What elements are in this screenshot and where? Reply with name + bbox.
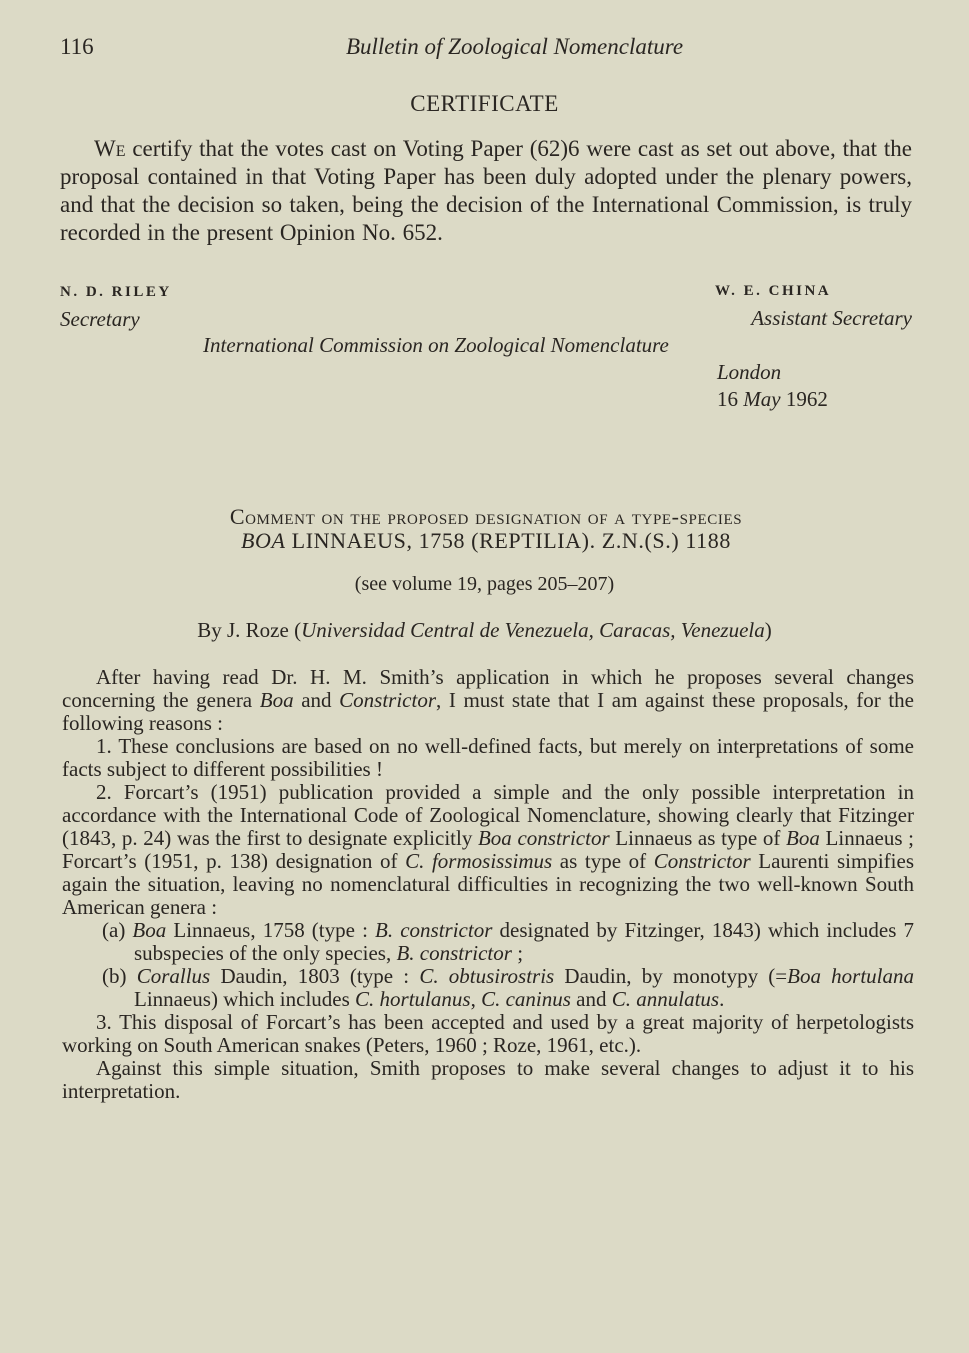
comment-heading	[60, 505, 912, 553]
date	[717, 387, 828, 412]
italic-text: C. annulatus	[611, 987, 720, 1011]
text-segment: and	[570, 987, 612, 1011]
certificate-title: CERTIFICATE	[410, 91, 559, 116]
italic-text: Universidad Central de Venezuela, Caracas, Venezuela	[301, 618, 765, 642]
text-segment: Linnaeus as type of	[609, 826, 787, 850]
text-segment: .	[719, 987, 725, 1011]
signatory-left-name: N. D. RILEY	[60, 284, 172, 300]
text-segment: )	[764, 618, 772, 642]
text-segment: Daudin, by monotypy (=	[554, 964, 788, 988]
organization: International Commission on Zoological Nomenclature	[203, 333, 669, 357]
italic-text: Constrictor	[653, 849, 751, 873]
italic-text: BOA	[241, 528, 286, 553]
text-segment: certify that the votes cast on Voting Paper (62)6 were cast as set out above, that the proposal contained in that Voting Paper has been duly adopted under the plenary powers, and that the decision so taken, being the decision of the International Commission, is truly recorded in the present Opinion No. 652.	[60, 136, 912, 245]
text-segment: Against this simple situation, Smith proposes to make several changes to adjust it to his interpretation.	[62, 1056, 914, 1103]
italic-text: Boa hortulana	[787, 964, 914, 988]
text-segment: 1. These conclusions are based on no well-defined facts, but merely on interpretations of some facts subject to different possibilities !	[62, 734, 914, 781]
signatory-left-role: Secretary	[60, 307, 140, 331]
byline	[0, 618, 969, 643]
text-segment: designated by Fitzinger, 1843) which includes 7 subspecies of the only species,	[134, 918, 914, 965]
page-number: 116	[60, 34, 94, 59]
italic-text: C. obtusirostris	[419, 964, 555, 988]
text-segment: as type of	[552, 849, 654, 873]
text-segment: Linnaeus) which includes	[134, 987, 356, 1011]
paragraph	[62, 1011, 914, 1057]
italic-text: Boa	[132, 918, 167, 942]
place: London	[717, 360, 782, 384]
paragraph	[62, 781, 914, 919]
comment-body	[62, 666, 914, 1103]
text-segment: 16	[717, 387, 744, 411]
text-segment: 1962	[780, 387, 828, 411]
paragraph	[62, 1057, 914, 1103]
text-segment: 3. This disposal of Forcart’s has been accepted and used by a great majority of herpetologists working on South American snakes (Peters, 1960 ; Roze, 1961, etc.).	[62, 1010, 914, 1057]
list-item	[62, 965, 914, 1011]
italic-text: Boa	[259, 688, 294, 712]
text-segment: (a)	[102, 918, 133, 942]
italic-text: C. hortulanus	[355, 987, 471, 1011]
text-segment: ,	[470, 987, 482, 1011]
italic-text: B. constrictor	[375, 918, 493, 942]
text-segment: By J. Roze (	[197, 618, 302, 642]
text-segment: Comment on the proposed designation of a type-species	[229, 504, 743, 529]
list-item	[62, 919, 914, 965]
text-segment: (b)	[102, 964, 137, 988]
paragraph	[62, 735, 914, 781]
see-also: (see volume 19, pages 205–207)	[354, 573, 615, 595]
text-segment: 2. Forcart’s (1951) publication provided a simple and the only possible interpretation in accordance with the International Code of Zoological Nomenclature, showing clearly that Fitzinger (1843, p. 24) was the first to designate explicitly	[62, 780, 914, 850]
text-segment: and	[293, 688, 340, 712]
text-segment: LINNAEUS, 1758 (REPTILIA). Z.N.(S.) 1188	[285, 528, 731, 553]
italic-text: C. formosissimus	[405, 849, 553, 873]
italic-text: B. constrictor	[396, 941, 512, 965]
comment-heading-line-2	[60, 529, 912, 553]
italic-text: C. caninus	[481, 987, 571, 1011]
text-segment: After having read Dr. H. M. Smith’s application in which he proposes several changes concerning the genera	[62, 665, 914, 712]
italic-text: Boa constrictor	[477, 826, 610, 850]
text-segment: ;	[511, 941, 524, 965]
italic-text: Boa	[786, 826, 820, 850]
text-segment: Linnaeus, 1758 (type :	[166, 918, 376, 942]
certificate-body	[60, 135, 912, 247]
text-segment: Linnaeus ; Forcart’s (1951, p. 138) designation of	[62, 826, 914, 873]
signatory-right-name: W. E. CHINA	[715, 283, 832, 299]
italic-text: May	[743, 387, 781, 411]
text-segment: Daudin, 1803 (type :	[210, 964, 420, 988]
text-segment: We	[94, 136, 126, 161]
paragraph	[62, 666, 914, 735]
comment-heading-line-1	[60, 505, 912, 529]
italic-text: Corallus	[136, 964, 211, 988]
journal-title: Bulletin of Zoological Nomenclature	[345, 34, 684, 59]
italic-text: Constrictor	[339, 688, 436, 712]
text-segment: Laurenti simpifies again the situation, leaving no nomenclatural difficulties in recognizing the two well-known South American genera :	[62, 849, 914, 919]
signatory-right-role: Assistant Secretary	[751, 306, 912, 330]
text-segment: , I must state that I am against these proposals, for the following reasons :	[62, 688, 914, 735]
